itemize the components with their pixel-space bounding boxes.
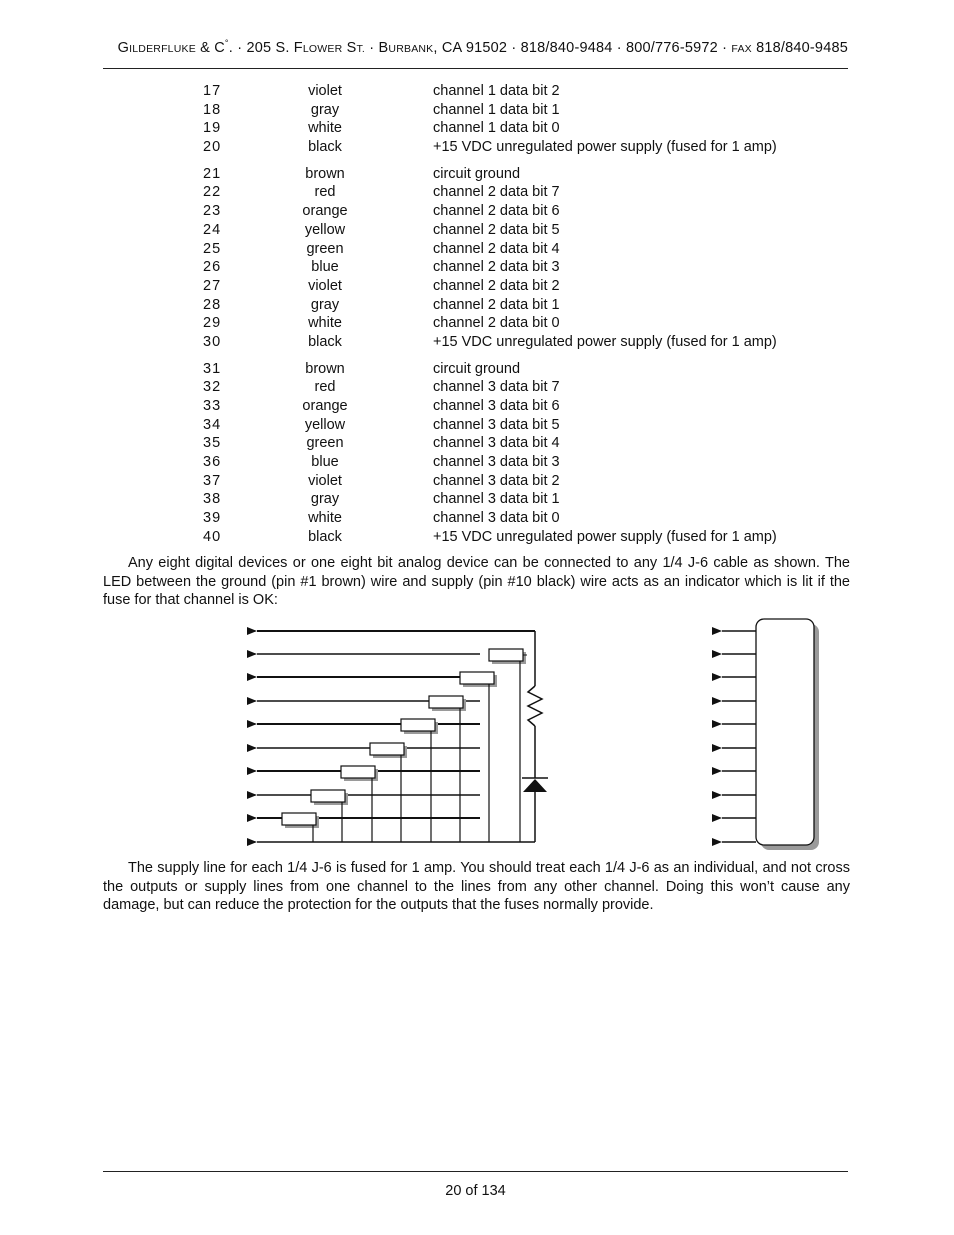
pin-number: 30	[203, 333, 222, 350]
fuse-paragraph: The supply line for each 1/4 J-6 is fused for 1 amp. You should treat each 1/4 J-6 as an individual, and not cross the outputs or supply lines from one channel to the lines from any other channel. Doing this won’t cause any damage, but can reduce the protection for the outputs that the fuses normally provide.	[103, 860, 850, 914]
pin-number: 31	[203, 360, 222, 377]
device-box	[282, 813, 316, 825]
header-address-part: . · 205 S. F	[228, 39, 303, 56]
pin-function: channel 3 data bit 1	[433, 491, 560, 508]
wire-color: black	[308, 333, 342, 350]
pin-function: channel 1 data bit 1	[433, 101, 560, 118]
pin-number: 20	[203, 139, 222, 156]
wire-color: violet	[308, 472, 342, 489]
wire-color: brown	[305, 165, 345, 182]
pin-function: channel 2 data bit 2	[433, 277, 560, 294]
device-box	[489, 649, 523, 661]
wire-color: white	[308, 120, 342, 137]
header-address-phones: , CA 91502 · 818/840-9484 · 800/776-5972 ·	[433, 39, 732, 56]
pin-function: +15 VDC unregulated power supply (fused for 1 amp)	[433, 333, 777, 350]
header-fax-label: FAX	[731, 42, 752, 55]
device-box	[401, 719, 435, 731]
header-address-part: LOWER	[302, 42, 343, 55]
pin-number: 25	[203, 240, 222, 257]
pin-function: channel 2 data bit 6	[433, 203, 560, 220]
footer-rule	[103, 1171, 848, 1172]
header-company-suffix: & C	[195, 39, 225, 56]
device-block	[756, 619, 814, 845]
wire-color: white	[308, 315, 342, 332]
header-address-part: · B	[365, 39, 389, 56]
pin-number: 39	[203, 510, 222, 527]
led-indicator-paragraph: Any eight digital devices or one eight bit analog device can be connected to any 1/4 J-6 cable as shown. The LED between the ground (pin #1 brown) wire and supply (pin #10 black) wire acts as an indicator which is lit if the fuse for that channel is OK:	[103, 555, 850, 609]
wire-color: green	[306, 240, 344, 257]
pin-number: 19	[203, 120, 222, 137]
device-box	[311, 790, 345, 802]
pin-number: 33	[203, 398, 222, 414]
pin-number: 18	[203, 101, 222, 118]
pin-function: +15 VDC unregulated power supply (fused for 1 amp)	[433, 528, 777, 545]
wire-color: green	[306, 435, 344, 452]
pin-number: 22	[203, 184, 222, 201]
pin-function: channel 2 data bit 5	[433, 221, 560, 238]
pin-function: channel 2 data bit 0	[433, 315, 560, 332]
pin-function: channel 2 data bit 1	[433, 296, 560, 313]
wire-color: white	[308, 510, 342, 527]
pin-function: channel 3 data bit 6	[433, 398, 560, 414]
pin-number: 23	[203, 203, 222, 220]
pin-number: 24	[203, 221, 222, 238]
wire-color: black	[308, 528, 342, 545]
wire-color: black	[308, 139, 342, 156]
device-box	[341, 766, 375, 778]
pin-number: 17	[203, 83, 222, 99]
pin-function: channel 2 data bit 3	[433, 259, 560, 276]
wire-color: yellow	[304, 416, 346, 433]
device-block-diagram	[722, 619, 819, 850]
header-company-name: ILDERFLUKE	[129, 42, 196, 55]
pin-number: 21	[203, 165, 222, 182]
pin-number: 34	[203, 416, 222, 433]
pin-number: 28	[203, 296, 222, 313]
pin-number: 26	[203, 259, 222, 276]
wire-color: violet	[308, 277, 342, 294]
pin-function: channel 3 data bit 5	[433, 416, 560, 433]
header-address-part: S	[342, 39, 357, 56]
wire-color: red	[314, 184, 336, 201]
pin-number: 40	[203, 528, 222, 545]
header-fax-number: 818/840-9485	[751, 39, 848, 56]
pin-number: 36	[203, 454, 222, 471]
wire-color: red	[314, 379, 336, 396]
pin-function: +15 VDC unregulated power supply (fused for 1 amp)	[433, 139, 777, 156]
wire-color: blue	[311, 454, 339, 471]
device-box	[460, 672, 494, 684]
resistor-zigzag	[528, 686, 542, 726]
header-company-initial: G	[117, 39, 130, 56]
pin-function: channel 3 data bit 3	[433, 454, 560, 471]
wire-color: violet	[308, 83, 342, 99]
wire-color: yellow	[304, 221, 346, 238]
pin-function: circuit ground	[433, 165, 521, 182]
pin-number: 29	[203, 315, 222, 332]
wire-color: orange	[302, 203, 348, 220]
pin-number: 35	[203, 435, 222, 452]
pin-function: channel 1 data bit 2	[433, 83, 560, 99]
header-address-part: T.	[356, 42, 366, 55]
led-diode-triangle	[523, 779, 547, 792]
pin-function: channel 1 data bit 0	[433, 120, 560, 137]
wire-color: gray	[310, 491, 340, 508]
device-box	[370, 743, 404, 755]
pin-function: channel 3 data bit 2	[433, 472, 560, 489]
wire-color: gray	[310, 296, 340, 313]
pin-function: channel 2 data bit 4	[433, 240, 560, 257]
wire-color: blue	[311, 259, 339, 276]
page-number: 20 of 134	[445, 1183, 506, 1199]
pin-function: channel 2 data bit 7	[433, 184, 560, 201]
wire-color: orange	[302, 398, 348, 414]
pin-function: channel 3 data bit 0	[433, 510, 560, 527]
pin-number: 32	[203, 379, 222, 396]
pin-number: 27	[203, 277, 222, 294]
pin-function: channel 3 data bit 4	[433, 435, 560, 452]
pin-function: channel 3 data bit 7	[433, 379, 560, 396]
header-degree: °	[224, 38, 229, 48]
header-address-part: URBANK	[388, 42, 434, 55]
input-circuit-diagram	[257, 631, 548, 842]
wire-color: brown	[305, 360, 345, 377]
pin-function: circuit ground	[433, 360, 521, 377]
pin-number: 38	[203, 491, 222, 508]
device-box	[429, 696, 463, 708]
wire-color: gray	[310, 101, 340, 118]
pin-number: 37	[203, 472, 222, 489]
